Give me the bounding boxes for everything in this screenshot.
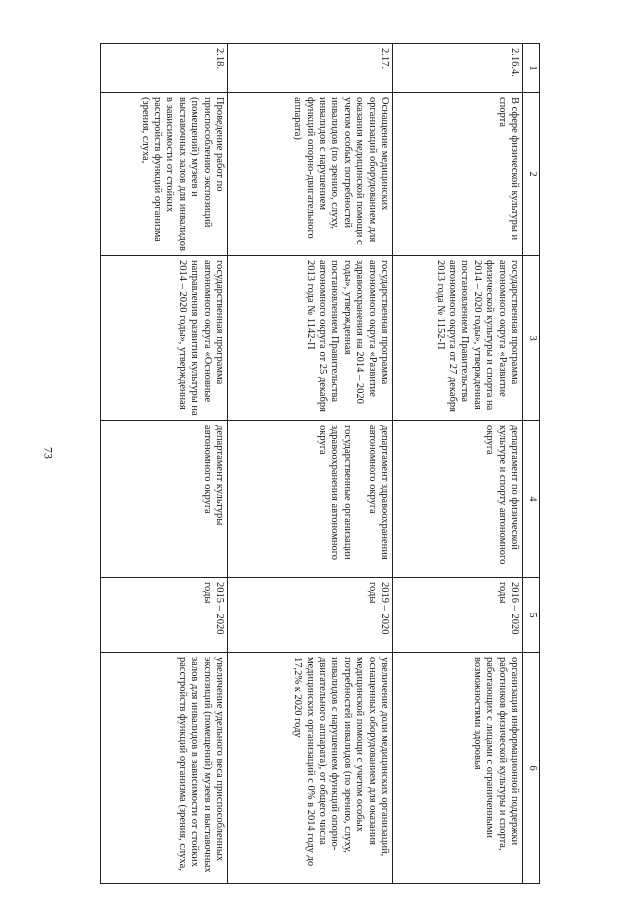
column-number-6: 6 — [523, 653, 540, 884]
executor-cell: департамент культуры автономного округа — [101, 421, 228, 578]
executor-cell: департамент здравоохранения автономного округа государственные организации здравоохранения автономного округа — [228, 421, 393, 578]
result-cell: увеличение удельного веса приспособленных экспозиций (помещений) музеев и выставочных залов для инвалидов в зависимости от стойких расстройств функций организма (зрения, слуха, — [101, 653, 228, 884]
page-number: 73 — [41, 447, 56, 459]
period-cell: 2016 – 2020 годы — [393, 578, 523, 653]
legal-basis-cell: государственная программа автономного округа «Развитие здравоохранения на 2014 – 2020 годы», утвержденная постановлением Правительства автономного округа от 25 декабря 2013 года № 1142-П — [228, 256, 393, 421]
column-number-1: 1 — [523, 44, 540, 93]
table-row — [393, 44, 523, 884]
measure-cell: Проведение работ по приспособлению экспозиций (помещений) музеев и выставочных залов для инвалидов в зависимости от стойких расстройств функций организма (зрения, слуха, — [101, 93, 228, 256]
legal-basis-cell: государственная программа автономного округа «Развитие физической культуры и спорта на 2014 – 2020 годы», утвержденная постановлением Правительства автономного округа от 27 декабря 2013 года № 1152-П — [393, 256, 523, 421]
measures-table-sheet — [100, 43, 540, 873]
measures-table — [100, 43, 540, 884]
period-cell: 2019 – 2020 годы — [228, 578, 393, 653]
table-row — [228, 44, 393, 884]
row-number-cell: 2.16.4. — [393, 44, 523, 93]
table-row — [101, 44, 228, 884]
column-number-5: 5 — [523, 578, 540, 653]
column-number-2: 2 — [523, 93, 540, 256]
row-number-cell: 2.17. — [228, 44, 393, 93]
measure-cell: Оснащение медицинских организаций оборудованием для оказания медицинской помощи с учетом особых потребностей инвалидов (по зрению, слуху, инвалидов с нарушением функций опорно-двигательного аппарата) — [228, 93, 393, 256]
column-number-3: 3 — [523, 256, 540, 421]
table-header-row — [523, 44, 540, 884]
result-cell: увеличение доли медицинских организаций, оснащенных оборудованием для оказания медицинской помощи с учетом особых потребностей инвалидов (по зрению, слуху, инвалидов с нарушением функций опорно-двигательного аппарата), от общего числа медицинских организаций с 0% в 2014 году до 17,2% к 2020 году — [228, 653, 393, 884]
legal-basis-cell: государственная программа автономного округа «Основные направления развития культуры на 2014 – 2020 годы», утвержденная — [101, 256, 228, 421]
column-number-4: 4 — [523, 421, 540, 578]
result-cell: организация информационной поддержки работников физической культуры и спорта, работающих с лицами с ограниченными возможностями здоровья — [393, 653, 523, 884]
row-number-cell: 2.18. — [101, 44, 228, 93]
executor-cell: департамент по физической культуре и спорту автономного округа — [393, 421, 523, 578]
measure-cell: В сфере физической культуры и спорта — [393, 93, 523, 256]
period-cell: 2015 – 2020 годы — [101, 578, 228, 653]
